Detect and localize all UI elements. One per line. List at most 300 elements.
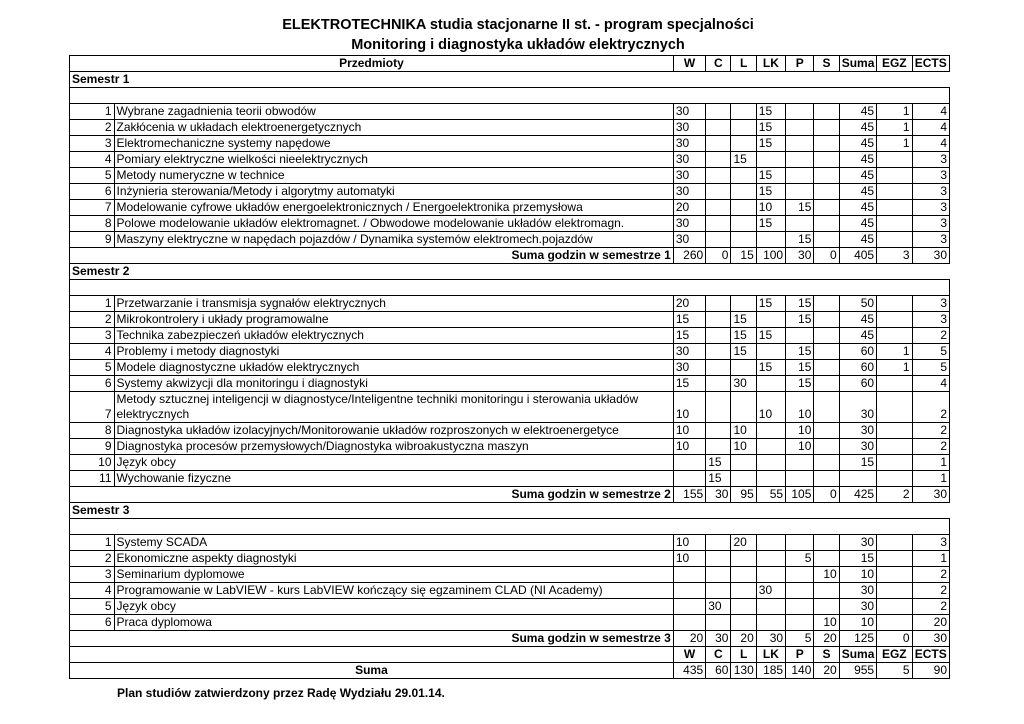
total-lk: 55 — [756, 487, 785, 503]
grand-total-p: 140 — [786, 663, 814, 679]
spacer-cell — [70, 519, 950, 535]
cell-lk: 15 — [756, 136, 785, 152]
cell-egz: 1 — [877, 360, 912, 376]
cell-p — [786, 535, 814, 551]
row-number: 8 — [70, 423, 115, 439]
grand-total-c: 60 — [706, 663, 731, 679]
cell-egz — [877, 184, 912, 200]
cell-w: 30 — [673, 344, 705, 360]
cell-s — [814, 455, 839, 471]
cell-l — [731, 200, 756, 216]
cell-l: 15 — [731, 312, 756, 328]
cell-lk — [756, 152, 785, 168]
cell-p — [786, 567, 814, 583]
header-egz: EGZ — [877, 56, 912, 72]
cell-w — [673, 567, 705, 583]
cell-c — [706, 376, 731, 392]
cell-l — [731, 296, 756, 312]
cell-w: 30 — [673, 184, 705, 200]
table-row — [70, 551, 950, 567]
cell-egz — [877, 376, 912, 392]
cell-lk: 10 — [756, 200, 785, 216]
table-row — [70, 312, 950, 328]
footer-header-c: C — [706, 647, 731, 663]
cell-p — [786, 583, 814, 599]
row-number: 1 — [70, 535, 115, 551]
subject-name: Wybrane zagadnienia teorii obwodów — [114, 104, 673, 120]
cell-lk: 15 — [756, 360, 785, 376]
cell-l — [731, 232, 756, 248]
footer-header-suma: Suma — [839, 647, 876, 663]
cell-ects: 5 — [912, 344, 950, 360]
cell-l: 30 — [731, 376, 756, 392]
table-row — [70, 296, 950, 312]
cell-l: 15 — [731, 152, 756, 168]
cell-w: 30 — [673, 232, 705, 248]
study-plan-table — [69, 55, 950, 679]
spacer-row — [70, 280, 950, 296]
cell-lk: 15 — [756, 296, 785, 312]
cell-lk: 15 — [756, 120, 785, 136]
cell-w: 10 — [673, 392, 705, 423]
subject-name: Metody numeryczne w technice — [114, 168, 673, 184]
subject-name: Elektromechaniczne systemy napędowe — [114, 136, 673, 152]
table-row — [70, 535, 950, 551]
table-row — [70, 376, 950, 392]
cell-egz — [877, 583, 912, 599]
cell-suma: 15 — [839, 551, 876, 567]
cell-lk: 15 — [756, 216, 785, 232]
cell-ects: 4 — [912, 376, 950, 392]
cell-l — [731, 455, 756, 471]
cell-c — [706, 312, 731, 328]
cell-suma: 45 — [839, 104, 876, 120]
cell-s — [814, 104, 839, 120]
subject-name: Programowanie w LabVIEW - kurs LabVIEW kończący się egzaminem CLAD (NI Academy) — [114, 583, 673, 599]
cell-l: 10 — [731, 423, 756, 439]
row-number: 3 — [70, 567, 115, 583]
cell-ects: 2 — [912, 567, 950, 583]
total-s: 0 — [814, 487, 839, 503]
table-row — [70, 216, 950, 232]
cell-lk — [756, 567, 785, 583]
cell-p — [786, 184, 814, 200]
cell-p — [786, 120, 814, 136]
cell-c — [706, 120, 731, 136]
cell-p: 15 — [786, 296, 814, 312]
grand-total-s: 20 — [814, 663, 839, 679]
table-row — [70, 136, 950, 152]
cell-c — [706, 615, 731, 631]
row-number: 6 — [70, 184, 115, 200]
cell-w: 10 — [673, 439, 705, 455]
grand-total-l: 130 — [731, 663, 756, 679]
grand-total-lk: 185 — [756, 663, 785, 679]
cell-egz — [877, 439, 912, 455]
semester-total-label: Suma godzin w semestrze 3 — [70, 631, 674, 647]
total-s: 20 — [814, 631, 839, 647]
semester-label: Semestr 2 — [70, 264, 674, 280]
cell-ects: 3 — [912, 200, 950, 216]
empty-cell — [877, 503, 912, 519]
row-number: 5 — [70, 168, 115, 184]
cell-l — [731, 120, 756, 136]
empty-cell — [839, 264, 876, 280]
header-suma: Suma — [839, 56, 876, 72]
cell-p: 15 — [786, 312, 814, 328]
row-number: 3 — [70, 136, 115, 152]
row-number: 2 — [70, 120, 115, 136]
semester-total-row — [70, 631, 950, 647]
cell-suma: 45 — [839, 216, 876, 232]
footer-header-s: S — [814, 647, 839, 663]
subject-name: Praca dyplomowa — [114, 615, 673, 631]
empty-cell — [756, 264, 785, 280]
cell-lk: 10 — [756, 392, 785, 423]
total-l: 15 — [731, 248, 756, 264]
empty-cell — [877, 264, 912, 280]
semester-header — [70, 503, 950, 519]
cell-w: 15 — [673, 328, 705, 344]
cell-c — [706, 232, 731, 248]
document-subtitle: Monitoring i diagnostyka układów elektrycznych — [351, 37, 685, 53]
header-lk: LK — [756, 56, 785, 72]
row-number: 11 — [70, 471, 115, 487]
cell-suma: 45 — [839, 152, 876, 168]
cell-ects: 3 — [912, 296, 950, 312]
semester-total-label: Suma godzin w semestrze 1 — [70, 248, 674, 264]
header-w: W — [673, 56, 705, 72]
cell-c — [706, 104, 731, 120]
cell-lk — [756, 344, 785, 360]
subject-name: Język obcy — [114, 455, 673, 471]
cell-egz — [877, 200, 912, 216]
spacer-row — [70, 88, 950, 104]
subject-name: Pomiary elektryczne wielkości nieelektrycznych — [114, 152, 673, 168]
document-title: ELEKTROTECHNIKA studia stacjonarne II st. - program specjalności — [282, 17, 754, 33]
cell-l — [731, 599, 756, 615]
empty-cell — [731, 503, 756, 519]
total-w: 20 — [673, 631, 705, 647]
cell-p — [786, 216, 814, 232]
cell-suma: 45 — [839, 136, 876, 152]
subject-name: Technika zabezpieczeń układów elektrycznych — [114, 328, 673, 344]
total-suma: 405 — [839, 248, 876, 264]
cell-lk: 15 — [756, 104, 785, 120]
cell-lk — [756, 423, 785, 439]
subject-name: Wychowanie fizyczne — [114, 471, 673, 487]
total-s: 0 — [814, 248, 839, 264]
empty-cell — [756, 72, 785, 88]
footer-header-lk: LK — [756, 647, 785, 663]
cell-ects: 2 — [912, 328, 950, 344]
cell-w: 30 — [673, 360, 705, 376]
cell-egz — [877, 328, 912, 344]
cell-c — [706, 136, 731, 152]
cell-egz — [877, 152, 912, 168]
cell-c — [706, 551, 731, 567]
footer-blank — [70, 647, 674, 663]
row-number: 1 — [70, 104, 115, 120]
cell-egz — [877, 567, 912, 583]
cell-egz: 1 — [877, 104, 912, 120]
cell-suma: 45 — [839, 168, 876, 184]
cell-p — [786, 471, 814, 487]
empty-cell — [912, 503, 950, 519]
cell-p — [786, 328, 814, 344]
cell-p: 5 — [786, 551, 814, 567]
row-number: 1 — [70, 296, 115, 312]
table-row — [70, 152, 950, 168]
cell-ects: 2 — [912, 439, 950, 455]
cell-lk: 15 — [756, 328, 785, 344]
cell-s — [814, 152, 839, 168]
cell-suma: 30 — [839, 392, 876, 423]
table-row — [70, 120, 950, 136]
empty-cell — [912, 72, 950, 88]
cell-egz: 1 — [877, 120, 912, 136]
cell-suma: 10 — [839, 615, 876, 631]
cell-p: 15 — [786, 360, 814, 376]
total-lk: 30 — [756, 631, 785, 647]
empty-cell — [814, 72, 839, 88]
cell-suma: 45 — [839, 120, 876, 136]
cell-p — [786, 455, 814, 471]
cell-s: 10 — [814, 615, 839, 631]
grand-total-row — [70, 663, 950, 679]
footer-header-l: L — [731, 647, 756, 663]
cell-l — [731, 392, 756, 423]
cell-suma: 45 — [839, 184, 876, 200]
cell-ects: 3 — [912, 168, 950, 184]
cell-egz — [877, 216, 912, 232]
cell-ects: 2 — [912, 392, 950, 423]
spacer-cell — [70, 88, 950, 104]
total-p: 30 — [786, 248, 814, 264]
cell-l — [731, 216, 756, 232]
row-number: 5 — [70, 360, 115, 376]
cell-suma: 30 — [839, 439, 876, 455]
empty-cell — [912, 264, 950, 280]
cell-suma: 45 — [839, 328, 876, 344]
cell-suma: 30 — [839, 583, 876, 599]
cell-suma: 45 — [839, 312, 876, 328]
cell-p — [786, 136, 814, 152]
row-number: 6 — [70, 615, 115, 631]
cell-l: 10 — [731, 439, 756, 455]
table-row — [70, 567, 950, 583]
cell-suma: 15 — [839, 455, 876, 471]
cell-p — [786, 599, 814, 615]
cell-c — [706, 344, 731, 360]
total-p: 5 — [786, 631, 814, 647]
cell-s — [814, 423, 839, 439]
cell-s — [814, 583, 839, 599]
spacer-cell — [70, 280, 950, 296]
cell-suma: 30 — [839, 599, 876, 615]
cell-ects: 3 — [912, 152, 950, 168]
empty-cell — [839, 72, 876, 88]
cell-lk — [756, 312, 785, 328]
total-c: 30 — [706, 487, 731, 503]
cell-c — [706, 392, 731, 423]
row-number: 7 — [70, 200, 115, 216]
cell-p — [786, 168, 814, 184]
row-number: 9 — [70, 439, 115, 455]
table-row — [70, 200, 950, 216]
cell-lk — [756, 599, 785, 615]
empty-cell — [673, 72, 705, 88]
cell-ects: 1 — [912, 471, 950, 487]
cell-ects: 2 — [912, 583, 950, 599]
footer-header-p: P — [786, 647, 814, 663]
table-row — [70, 328, 950, 344]
cell-p: 10 — [786, 392, 814, 423]
cell-suma: 30 — [839, 535, 876, 551]
row-number: 7 — [70, 392, 115, 423]
cell-p: 15 — [786, 200, 814, 216]
cell-s — [814, 200, 839, 216]
empty-cell — [706, 503, 731, 519]
subject-name: Diagnostyka procesów przemysłowych/Diagnostyka wibroakustyczna maszyn — [114, 439, 673, 455]
table-row — [70, 471, 950, 487]
total-c: 30 — [706, 631, 731, 647]
cell-ects: 3 — [912, 232, 950, 248]
cell-ects: 3 — [912, 184, 950, 200]
cell-s — [814, 439, 839, 455]
cell-ects: 2 — [912, 423, 950, 439]
semester-label: Semestr 3 — [70, 503, 674, 519]
cell-c — [706, 328, 731, 344]
semester-total-row — [70, 248, 950, 264]
cell-l: 15 — [731, 328, 756, 344]
cell-s — [814, 184, 839, 200]
cell-ects: 3 — [912, 535, 950, 551]
total-egz: 0 — [877, 631, 912, 647]
cell-w: 30 — [673, 168, 705, 184]
subject-name: Problemy i metody diagnostyki — [114, 344, 673, 360]
cell-s — [814, 136, 839, 152]
footer-header-egz: EGZ — [877, 647, 912, 663]
cell-egz — [877, 423, 912, 439]
row-number: 6 — [70, 376, 115, 392]
cell-l: 20 — [731, 535, 756, 551]
grand-total-label: Suma — [70, 663, 674, 679]
semester-label: Semestr 1 — [70, 72, 674, 88]
cell-p: 15 — [786, 344, 814, 360]
subject-name: Ekonomiczne aspekty diagnostyki — [114, 551, 673, 567]
total-l: 95 — [731, 487, 756, 503]
empty-cell — [839, 503, 876, 519]
cell-egz — [877, 471, 912, 487]
cell-l — [731, 567, 756, 583]
cell-w: 30 — [673, 152, 705, 168]
empty-cell — [814, 264, 839, 280]
cell-egz — [877, 312, 912, 328]
cell-w — [673, 583, 705, 599]
cell-w: 30 — [673, 136, 705, 152]
cell-egz: 1 — [877, 136, 912, 152]
footer-header-row — [70, 647, 950, 663]
cell-p: 10 — [786, 439, 814, 455]
cell-c: 30 — [706, 599, 731, 615]
cell-egz — [877, 551, 912, 567]
cell-l — [731, 136, 756, 152]
cell-s: 10 — [814, 567, 839, 583]
header-c: C — [706, 56, 731, 72]
cell-p: 15 — [786, 232, 814, 248]
cell-suma: 10 — [839, 567, 876, 583]
cell-c — [706, 583, 731, 599]
table-row — [70, 439, 950, 455]
total-ects: 30 — [912, 248, 950, 264]
cell-suma: 60 — [839, 344, 876, 360]
cell-w: 30 — [673, 120, 705, 136]
cell-w: 10 — [673, 423, 705, 439]
subject-name: Inżynieria sterowania/Metody i algorytmy automatyki — [114, 184, 673, 200]
cell-ects: 4 — [912, 104, 950, 120]
table-row — [70, 184, 950, 200]
cell-s — [814, 344, 839, 360]
total-w: 155 — [673, 487, 705, 503]
cell-suma — [839, 471, 876, 487]
cell-ects: 5 — [912, 360, 950, 376]
table-row — [70, 232, 950, 248]
subject-name: Seminarium dyplomowe — [114, 567, 673, 583]
table-row — [70, 392, 950, 423]
total-ects: 30 — [912, 487, 950, 503]
subject-name: Metody sztucznej inteligencji w diagnostyce/Inteligentne techniki monitoringu i sterowania układów elektrycznych — [114, 392, 673, 423]
table-row — [70, 583, 950, 599]
cell-egz — [877, 232, 912, 248]
empty-cell — [786, 503, 814, 519]
cell-w: 10 — [673, 535, 705, 551]
cell-p — [786, 104, 814, 120]
total-suma: 125 — [839, 631, 876, 647]
cell-s — [814, 360, 839, 376]
cell-lk: 15 — [756, 184, 785, 200]
total-ects: 30 — [912, 631, 950, 647]
cell-suma: 30 — [839, 423, 876, 439]
cell-egz — [877, 615, 912, 631]
row-number: 10 — [70, 455, 115, 471]
semester-header — [70, 72, 950, 88]
empty-cell — [877, 72, 912, 88]
cell-lk — [756, 471, 785, 487]
grand-total-ects: 90 — [912, 663, 950, 679]
empty-cell — [786, 264, 814, 280]
total-lk: 100 — [756, 248, 785, 264]
cell-l — [731, 583, 756, 599]
cell-ects: 4 — [912, 136, 950, 152]
total-suma: 425 — [839, 487, 876, 503]
cell-ects: 3 — [912, 312, 950, 328]
total-l: 20 — [731, 631, 756, 647]
cell-ects: 4 — [912, 120, 950, 136]
table-row — [70, 344, 950, 360]
cell-lk — [756, 455, 785, 471]
cell-p — [786, 615, 814, 631]
cell-egz: 1 — [877, 344, 912, 360]
footer-header-w: W — [673, 647, 705, 663]
cell-c: 15 — [706, 471, 731, 487]
cell-lk — [756, 551, 785, 567]
cell-c — [706, 184, 731, 200]
cell-p: 10 — [786, 423, 814, 439]
row-number: 5 — [70, 599, 115, 615]
cell-w: 20 — [673, 296, 705, 312]
subject-name: Mikrokontrolery i układy programowalne — [114, 312, 673, 328]
